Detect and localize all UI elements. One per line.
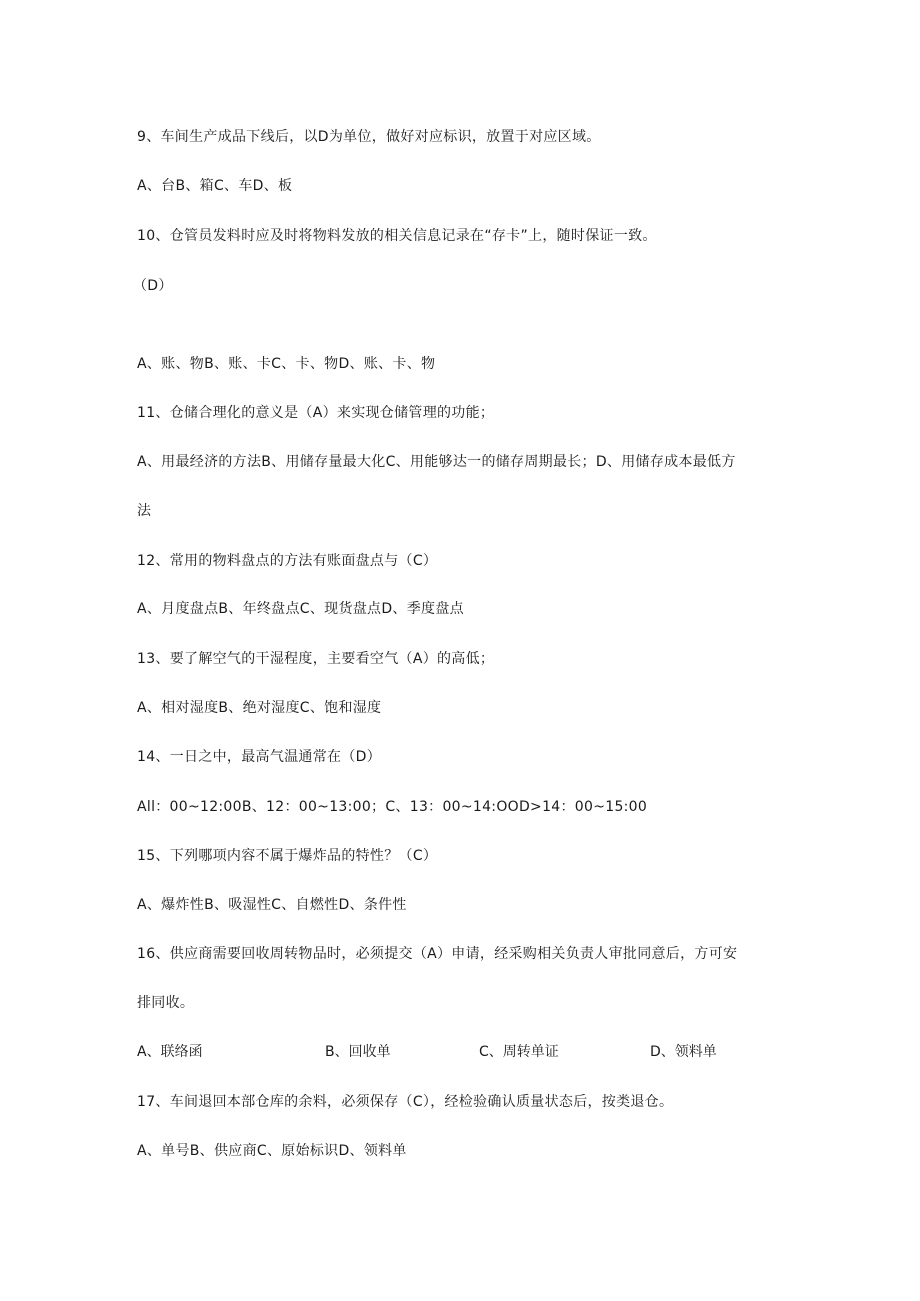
question-10: 10、仓管员发料时应及时将物料发放的相关信息记录在“存卡”上，随时保证一致。 bbox=[137, 228, 657, 244]
question-12-options: A、月度盘点B、年终盘点C、现货盘点D、季度盘点 bbox=[137, 601, 464, 617]
question-15: 15、下列哪项内容不属于爆炸品的特性？（C） bbox=[137, 848, 438, 864]
question-10-answer: （D） bbox=[133, 278, 173, 294]
question-11-options-continued: 法 bbox=[137, 503, 152, 519]
question-9-options: A、台B、箱C、车D、板 bbox=[137, 178, 293, 194]
question-16-options bbox=[137, 1042, 757, 1062]
option-b: B、回收单 bbox=[325, 1044, 391, 1060]
question-14-options: All：00~12:00B、12：00~13:00；C、13：00~14:OOD>14：00~15:00 bbox=[137, 799, 648, 815]
question-10-options: A、账、物B、账、卡C、卡、物D、账、卡、物 bbox=[137, 356, 436, 372]
question-11-options: A、用最经济的方法B、用储存量最大化C、用能够达一的储存周期最长；D、用储存成本最低方 bbox=[137, 454, 736, 470]
question-16-continued: 排同收。 bbox=[137, 995, 195, 1011]
option-d: D、领料单 bbox=[650, 1044, 717, 1060]
option-a: A、联络函 bbox=[137, 1044, 203, 1060]
question-11: 11、仓储合理化的意义是（A）来实现仓储管理的功能； bbox=[137, 405, 495, 421]
question-15-options: A、爆炸性B、吸湿性C、自燃性D、条件性 bbox=[137, 897, 407, 913]
question-14: 14、一日之中，最高气温通常在（D） bbox=[137, 749, 381, 765]
question-13: 13、要了解空气的干湿程度，主要看空气（A）的高低； bbox=[137, 651, 495, 667]
question-16: 16、供应商需要回收周转物品时，必须提交（A）申请，经采购相关负责人审批同意后，方可安 bbox=[137, 946, 738, 962]
question-17: 17、车间退回本部仓库的余料，必须保存（C），经检验确认质量状态后，按类退仓。 bbox=[137, 1094, 674, 1110]
question-13-options: A、相对湿度B、绝对湿度C、饱和湿度 bbox=[137, 700, 382, 716]
question-9: 9、车间生产成品下线后，以D为单位，做好对应标识，放置于对应区域。 bbox=[137, 129, 601, 145]
option-c: C、周转单证 bbox=[479, 1044, 559, 1060]
question-12: 12、常用的物料盘点的方法有账面盘点与（C） bbox=[137, 553, 438, 569]
question-17-options: A、单号B、供应商C、原始标识D、领料单 bbox=[137, 1143, 407, 1159]
